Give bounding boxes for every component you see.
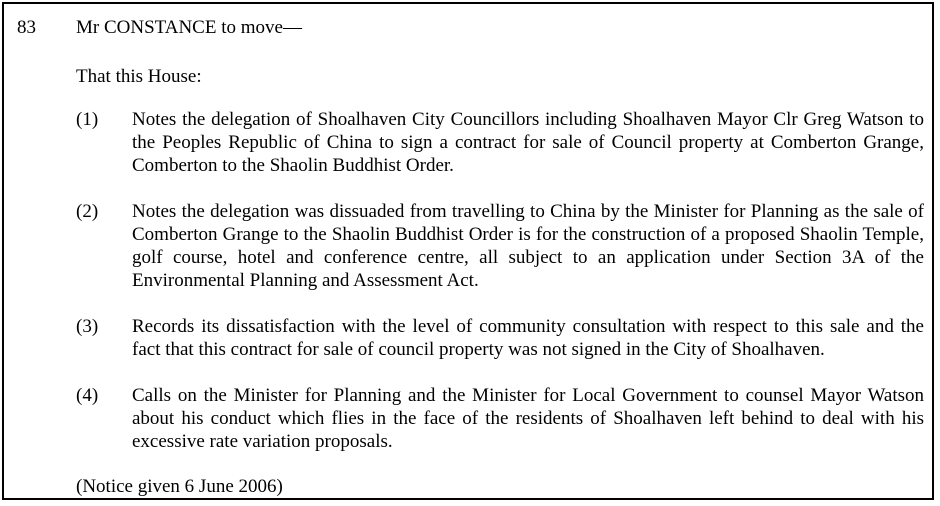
item-text: Notes the delegation was dissuaded from travelling to China by the Minister for Planning as the sale of Comberton Grange to the Shaolin Buddhist Order is for the construction of a proposed Shaolin Temple, golf course, hotel and conference centre, all subject to an application under Section 3A of the Environmental Planning and Assessment Act. — [132, 201, 924, 291]
notice-date: (Notice given 6 June 2006) — [76, 476, 283, 497]
item-text: Calls on the Minister for Planning and the Minister for Local Government to counsel Mayor Watson about his conduct which flies in the face of the residents of Shoalhaven left behind to deal with his excessive rate variation proposals. — [132, 385, 924, 452]
item-label: (1) — [76, 109, 99, 130]
motion-number: 83 — [17, 17, 36, 38]
item-label: (4) — [76, 385, 99, 406]
item-text: Records its dissatisfaction with the level of community consultation with respect to this sale and the fact that this contract for sale of council property was not signed in the City of Shoalhaven. — [132, 316, 924, 360]
document-frame — [2, 2, 934, 500]
item-label: (2) — [76, 201, 99, 222]
motion-mover: Mr CONSTANCE to move— — [76, 17, 302, 38]
item-label: (3) — [76, 316, 99, 337]
motion-intro: That this House: — [76, 66, 202, 87]
item-text: Notes the delegation of Shoalhaven City Councillors including Shoalhaven Mayor Clr Greg Watson to the Peoples Republic of China to sign a contract for sale of Council property at Comberton Grange, Comberton to the Shaolin Buddhist Order. — [132, 109, 924, 176]
